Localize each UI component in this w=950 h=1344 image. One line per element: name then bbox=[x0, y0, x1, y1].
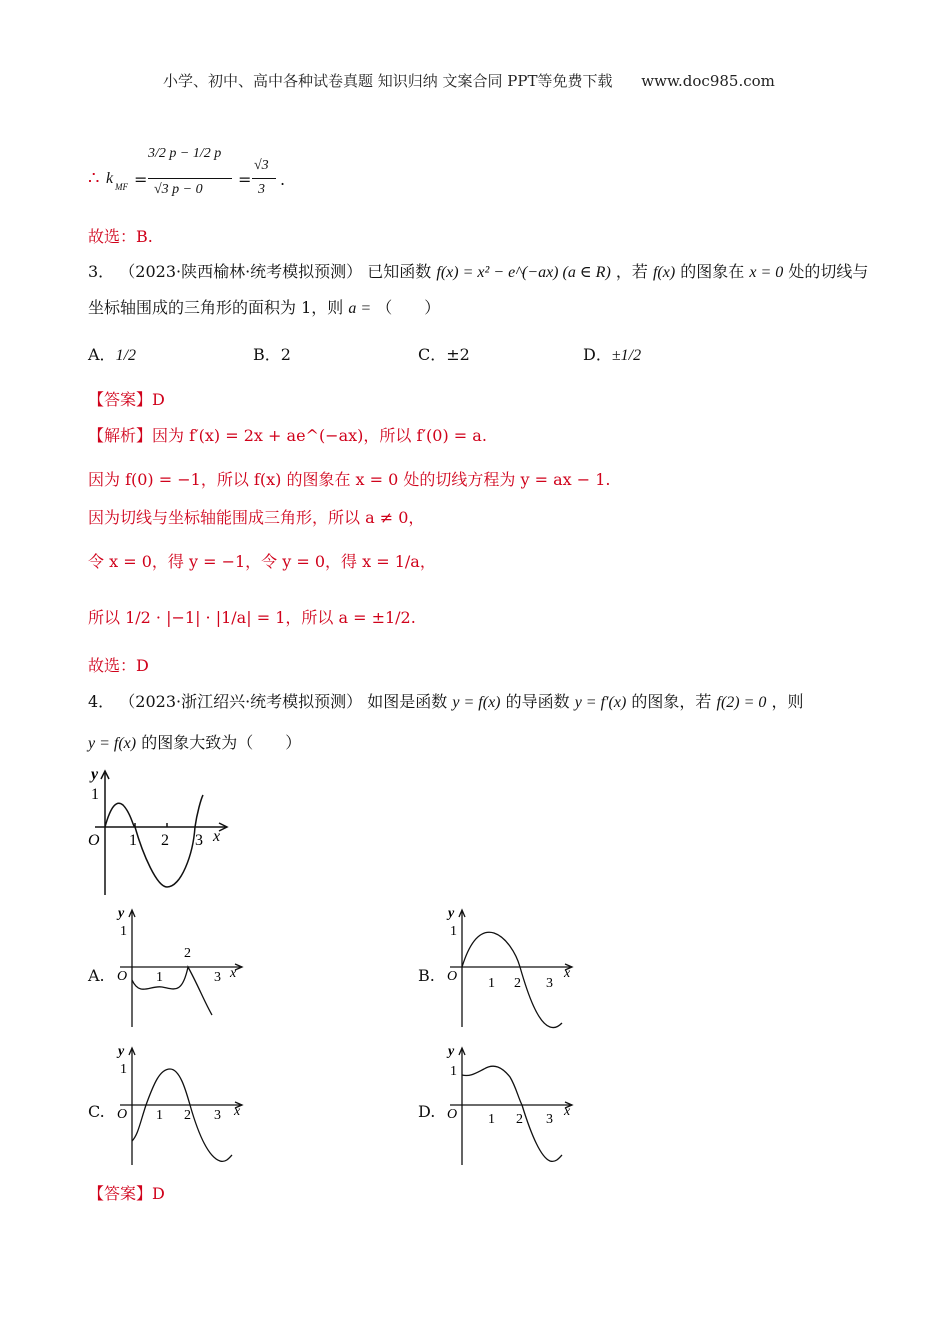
svg-text:y: y bbox=[448, 906, 455, 921]
svg-text:O: O bbox=[447, 1107, 458, 1122]
q3-option-b-value: 2 bbox=[280, 345, 291, 364]
origin-label: O bbox=[88, 832, 100, 849]
svg-text:x: x bbox=[564, 1104, 571, 1119]
q4-option-b-label: B. bbox=[418, 966, 435, 985]
q4-option-a-graph bbox=[112, 905, 247, 1030]
svg-text:x: x bbox=[230, 966, 237, 981]
svg-text:x: x bbox=[234, 1104, 241, 1119]
q4-answer-value: D bbox=[152, 1184, 165, 1203]
q3-paren: （ ） bbox=[376, 298, 441, 317]
q3-text-c: 的图象在 bbox=[680, 262, 745, 281]
svg-text:2: 2 bbox=[516, 1112, 523, 1127]
previous-answer: 故选：B. bbox=[88, 227, 153, 246]
q3-answer-value: D bbox=[152, 390, 165, 409]
slope-symbol: k bbox=[106, 170, 114, 187]
q3-option-d: D．±1/2 bbox=[583, 345, 642, 364]
q3-option-b: B．2 bbox=[253, 345, 291, 364]
q3-function: f(x) = x² − e^(−ax) (a ∈ R) bbox=[436, 264, 611, 281]
q3-fx: f(x) bbox=[652, 264, 676, 281]
svg-text:2: 2 bbox=[184, 1108, 191, 1123]
svg-text:3: 3 bbox=[214, 1108, 221, 1123]
tick-label-3: 3 bbox=[195, 832, 203, 849]
q4-option-d-label: D. bbox=[418, 1102, 436, 1121]
q3-analysis-line3: 因为切线与坐标轴能围成三角形，所以 a ≠ 0， bbox=[88, 508, 425, 527]
q4-stem-line2: y = f(x) 的图象大致为（ ） bbox=[88, 733, 302, 752]
q4-yf: y = f(x) bbox=[452, 694, 501, 711]
derivative-graph bbox=[85, 765, 235, 900]
therefore-symbol: ∴ bbox=[88, 168, 100, 189]
q4-option-b-graph bbox=[442, 905, 577, 1030]
q4-line2-func: y = f(x) bbox=[88, 735, 137, 752]
svg-text:3: 3 bbox=[546, 976, 553, 991]
svg-text:3: 3 bbox=[546, 1112, 553, 1127]
svg-text:O: O bbox=[447, 969, 458, 984]
q4-number: 4． bbox=[88, 692, 115, 711]
svg-text:2: 2 bbox=[184, 946, 191, 961]
q3-stem-line1 bbox=[88, 262, 868, 283]
svg-text:y: y bbox=[118, 1044, 125, 1059]
q3-stem-line2 bbox=[88, 298, 440, 319]
q3-x0: x = 0 bbox=[749, 264, 784, 281]
q3-text-a: 已知函数 bbox=[367, 262, 432, 281]
tick-label-1: 1 bbox=[129, 832, 137, 849]
q4-source: （2023·浙江绍兴·统考模拟预测） bbox=[119, 692, 363, 711]
q4-option-a-label: A. bbox=[88, 966, 105, 985]
q4-answer: 【答案】D bbox=[88, 1184, 165, 1203]
q3-analysis-line1: 【解析】因为 f′(x) = 2x + ae^(−ax)，所以 f′(0) = a. bbox=[88, 426, 487, 445]
svg-text:1: 1 bbox=[488, 1112, 495, 1127]
q3-option-d-value: ±1/2 bbox=[611, 347, 642, 364]
svg-text:1: 1 bbox=[120, 1062, 127, 1077]
svg-text:1: 1 bbox=[450, 924, 457, 939]
q3-text-b: ，若 bbox=[615, 262, 648, 281]
q4-option-c-graph bbox=[112, 1043, 247, 1168]
svg-text:1: 1 bbox=[156, 1108, 163, 1123]
svg-text:2: 2 bbox=[514, 976, 521, 991]
svg-text:1: 1 bbox=[120, 924, 127, 939]
q3-number: 3． bbox=[88, 262, 115, 281]
q4-stem-line1: 4． （2023·浙江绍兴·统考模拟预测） 如图是函数 y = f(x) 的导函数 y = f′(x) 的图象，若 f(2) = 0 ，则 bbox=[88, 692, 804, 711]
q3-analysis-label: 【解析】 bbox=[88, 426, 153, 445]
q3-option-a-value: 1/2 bbox=[115, 347, 137, 364]
axis-label-x: x bbox=[213, 828, 221, 845]
svg-text:x: x bbox=[564, 966, 571, 981]
tick-label-1: 1 bbox=[91, 786, 99, 803]
q3-line2: 坐标轴围成的三角形的面积为 1，则 bbox=[88, 298, 344, 317]
slope-subscript: MF bbox=[115, 182, 128, 192]
svg-text:1: 1 bbox=[488, 976, 495, 991]
tick-label-2: 2 bbox=[161, 832, 169, 849]
header-text: 小学、初中、高中各种试卷真题 知识归纳 文案合同 PPT等免费下载 bbox=[163, 72, 613, 90]
q3-source: （2023·陕西榆林·统考模拟预测） bbox=[119, 262, 363, 281]
q3-conclusion: 故选：D bbox=[88, 656, 149, 675]
q3-a-eq: a = bbox=[348, 300, 372, 317]
slope-result-numerator: √3 bbox=[254, 158, 269, 173]
q3-option-c-value: ±2 bbox=[446, 345, 470, 364]
svg-text:1: 1 bbox=[156, 970, 163, 985]
svg-text:3: 3 bbox=[214, 970, 221, 985]
q4-yfp: y = f′(x) bbox=[574, 694, 627, 711]
q4-option-d-graph bbox=[442, 1043, 577, 1168]
svg-text:O: O bbox=[117, 969, 128, 984]
q3-analysis-line5: 所以 1/2 · |−1| · |1/a| = 1，所以 a = ±1/2. bbox=[88, 608, 416, 627]
axis-label-y: y bbox=[118, 906, 125, 921]
q3-analysis-line4: 令 x = 0，得 y = −1，令 y = 0，得 x = 1/a， bbox=[88, 552, 436, 571]
q4-option-c-label: C. bbox=[88, 1102, 105, 1121]
slope-numerator: 3/2 p − 1/2 p bbox=[148, 146, 222, 161]
q3-option-c: C．±2 bbox=[418, 345, 470, 364]
q3-answer: 【答案】D bbox=[88, 390, 165, 409]
q4-condition: f(2) = 0 bbox=[716, 694, 767, 711]
header-site: www.doc985.com bbox=[641, 72, 775, 90]
axis-label-y: y bbox=[91, 766, 99, 783]
q3-text-d: 处的切线与 bbox=[788, 262, 869, 281]
svg-text:y: y bbox=[448, 1044, 455, 1059]
svg-text:1: 1 bbox=[450, 1064, 457, 1079]
q3-analysis-line2: 因为 f(0) = −1，所以 f(x) 的图象在 x = 0 处的切线方程为 y = ax − 1. bbox=[88, 470, 611, 489]
slope-denominator: √3 p − 0 bbox=[154, 182, 203, 197]
q3-option-a: A．1/2 bbox=[88, 345, 137, 364]
svg-text:O: O bbox=[117, 1107, 128, 1122]
slope-result-denominator: 3 bbox=[258, 182, 265, 197]
page-header bbox=[163, 70, 775, 91]
